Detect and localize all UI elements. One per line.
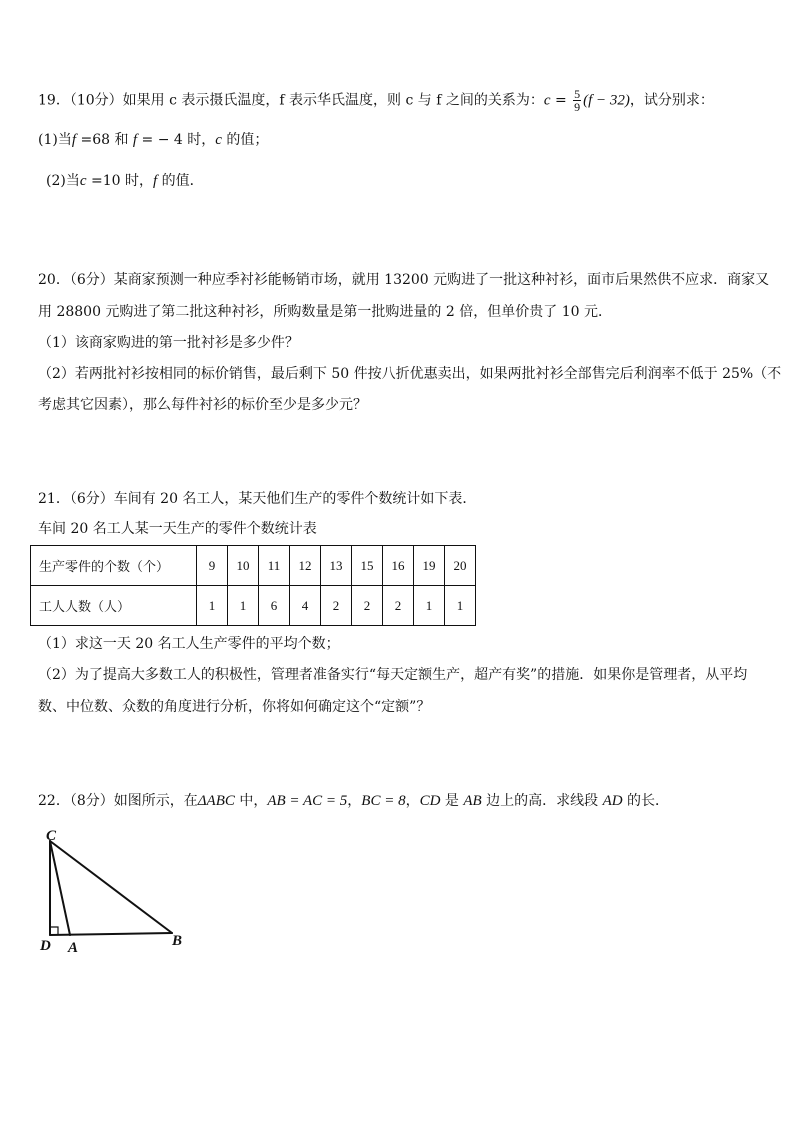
- q19-p1-var-f1: f: [71, 132, 77, 148]
- q19-p1-var-f2: f: [132, 132, 138, 148]
- table-cell: 11: [259, 546, 290, 586]
- q19-p2-var-f: f: [152, 173, 158, 189]
- q19-eq: =: [550, 92, 572, 109]
- q20-part2: （2）若两批衬衫按相同的标价销售，最后剩下 50 件按八折优惠卖出，如果两批衬衫全部售完后利润率不低于 25%（不: [38, 366, 782, 382]
- q22-text-d: 是: [440, 793, 464, 809]
- q19-p2-var-c: c: [79, 173, 87, 189]
- table-cell: 12: [290, 546, 321, 586]
- q19-p1-text-a: (1)当: [38, 132, 72, 148]
- table-cell: 10: [228, 546, 259, 586]
- label-a: A: [68, 940, 79, 956]
- q22-ab: AB: [463, 793, 482, 809]
- q20-part1: （1）该商家购进的第一批衬衫是多少件？: [38, 335, 299, 351]
- q19-frac-den: 9: [574, 100, 581, 114]
- q22-text-f: 的长．: [622, 793, 670, 809]
- q22-text-e: 边上的高．求线段: [481, 793, 603, 809]
- q21-table-title: 车间 20 名工人某一天生产的零件个数统计表: [38, 521, 317, 537]
- q19-frac-num: 5: [574, 87, 581, 101]
- label-b: B: [172, 933, 183, 949]
- table-cell: 2: [321, 586, 352, 626]
- table-row: [31, 586, 476, 626]
- q22-eq2: BC = 8: [361, 793, 406, 809]
- q22-sep: ，: [347, 793, 362, 809]
- q22-text-b: 中，: [234, 793, 268, 809]
- table-cell: 1: [445, 586, 476, 626]
- table-cell: 19: [414, 546, 445, 586]
- q22-triangle: ΔABC: [197, 793, 235, 809]
- q19-p2-text-d: 的值．: [157, 173, 204, 189]
- q19-p2-text-a: (2)当: [46, 173, 80, 189]
- q20-part2-cont: 考虑其它因素），那么每件衬衫的标价至少是多少元？: [38, 397, 367, 413]
- q22-stem: [38, 791, 669, 811]
- q22-text-a: 22．（8分）如图所示，在: [38, 793, 198, 809]
- table-row-header: 生产零件的个数（个）: [31, 546, 197, 586]
- q21-part2: （2）为了提高大多数工人的积极性，管理者准备实行“每天定额生产，超产有奖”的措施．如果你是管理者，从平均: [38, 667, 748, 683]
- q19-var-c: c: [543, 92, 551, 109]
- table-cell: 1: [228, 586, 259, 626]
- table-cell: 13: [321, 546, 352, 586]
- q22-text-c: ，: [405, 793, 420, 809]
- table-row-header: 工人人数（人）: [31, 586, 197, 626]
- q19-p1-var-c: c: [215, 132, 222, 148]
- segment-cb: [50, 841, 172, 933]
- label-c: C: [46, 828, 57, 844]
- table-cell: 2: [383, 586, 414, 626]
- q19-part1: [38, 130, 268, 150]
- q19-p1-text-b: =68 和: [76, 132, 133, 148]
- q21-part1: （1）求这一天 20 名工人生产零件的平均个数；: [38, 636, 340, 652]
- q22-eq1: AB = AC = 5: [267, 793, 348, 809]
- triangle-figure: [30, 825, 200, 960]
- q20-line2: 用 28800 元购进了第二批这种衬衫，所购数量是第一批购进量的 2 倍，但单价贵了 10 元．: [38, 304, 612, 320]
- right-angle-mark: [50, 927, 58, 935]
- table-row: [31, 546, 476, 586]
- q19-p1-text-d: 的值；: [221, 132, 269, 148]
- q21-stats-table: [30, 545, 476, 626]
- label-d: D: [40, 938, 51, 954]
- q19-p1-text-c: = − 4 时，: [137, 132, 216, 148]
- q19-stem: [38, 88, 714, 113]
- table-cell: 6: [259, 586, 290, 626]
- q19-paren: (f − 32): [583, 92, 630, 109]
- table-cell: 1: [414, 586, 445, 626]
- q19-intro-end: ，试分别求：: [629, 92, 714, 109]
- q19-fraction: [573, 88, 581, 113]
- q19-part2: [46, 171, 204, 191]
- q21-stem: 21．（6分）车间有 20 名工人，某天他们生产的零件个数统计如下表．: [38, 491, 477, 507]
- q22-cd: CD: [419, 793, 441, 809]
- table-cell: 15: [352, 546, 383, 586]
- table-cell: 16: [383, 546, 414, 586]
- q19-p2-text-b: =10 时，: [86, 173, 153, 189]
- table-cell: 20: [445, 546, 476, 586]
- table-cell: 9: [197, 546, 228, 586]
- table-cell: 4: [290, 586, 321, 626]
- table-cell: 1: [197, 586, 228, 626]
- q20-line1: 20．（6分）某商家预测一种应季衬衫能畅销市场，就用 13200 元购进了一批这种衬衫，面市后果然供不应求．商家又: [38, 272, 770, 288]
- q21-part2-cont: 数、中位数、众数的角度进行分析，你将如何确定这个“定额”？: [38, 699, 431, 715]
- q22-ad: AD: [602, 793, 623, 809]
- segment-db: [50, 933, 172, 935]
- q19-intro: 19．（10分）如果用 c 表示摄氏温度，f 表示华氏温度，则 c 与 f 之间的关系为：: [38, 92, 544, 109]
- segment-ca: [50, 841, 70, 935]
- table-cell: 2: [352, 586, 383, 626]
